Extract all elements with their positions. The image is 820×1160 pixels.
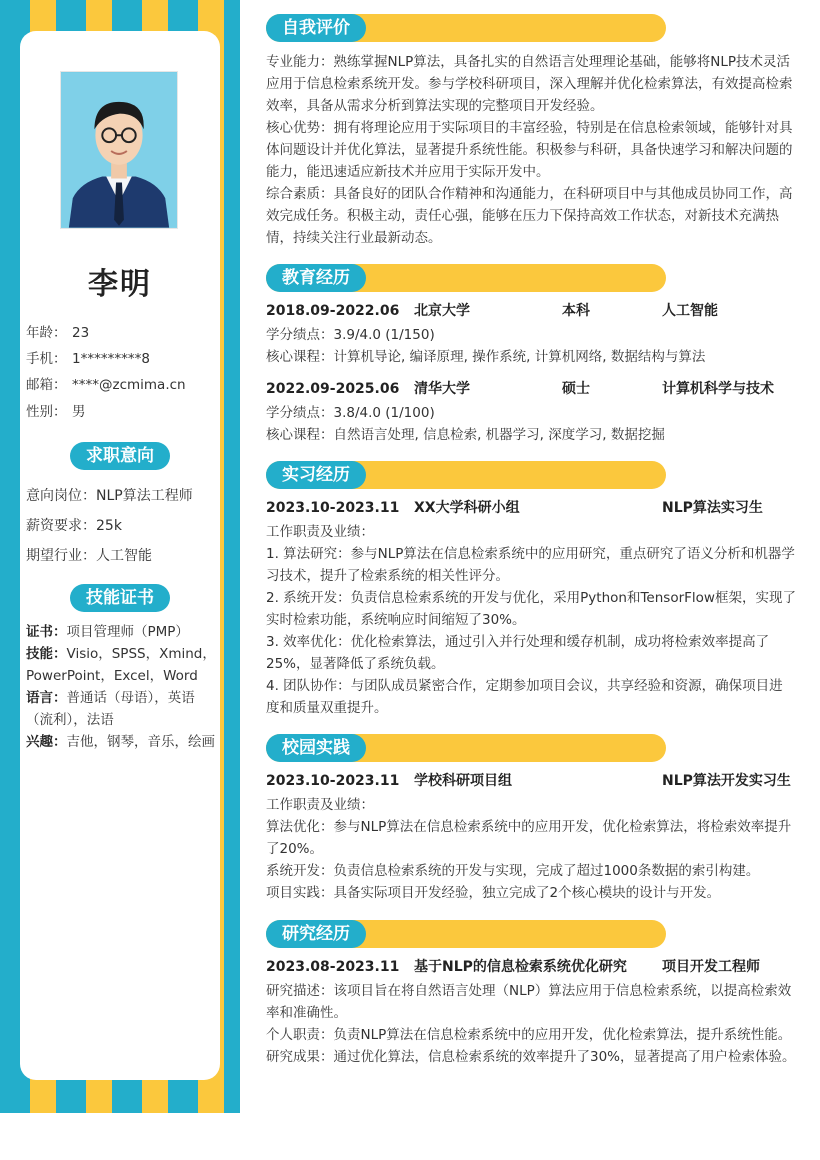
edu-gpa: 学分绩点：3.9/4.0 (1/150): [266, 327, 435, 343]
info-phone: [26, 347, 150, 367]
intent-salary: 薪资要求：25k: [26, 518, 122, 534]
campus-period: 2023.10-2023.11: [266, 773, 400, 789]
section-title: 研究经历: [266, 920, 366, 948]
edu-degree: 本科: [562, 303, 590, 319]
campus-row: [266, 770, 796, 792]
self-eval-paragraph: 综合素质：具备良好的团队合作精神和沟通能力，在科研项目中与其他成员协同工作，高效完成任务。积极主动，责任心强，能够在压力下保持高效工作状态，对新技术充满热情，持续关注行业最新动态。: [266, 186, 793, 246]
campus-org: 学校科研项目组: [414, 773, 512, 789]
detail-line: 工作职责及业绩：: [266, 797, 374, 813]
info-value: ****@zcmima.cn: [72, 377, 186, 393]
info-age: [26, 321, 89, 341]
self-eval-text: [266, 51, 796, 249]
detail-line: 1. 算法研究：参与NLP算法在信息检索系统中的应用研究，重点研究了语义分析和机器学习技术，提升了检索系统的相关性评分。: [266, 546, 795, 584]
education-row: [266, 300, 796, 322]
education-row: [266, 378, 796, 400]
edu-gpa: 学分绩点：3.8/4.0 (1/100): [266, 405, 435, 421]
edu-school: 北京大学: [414, 303, 470, 319]
section-title: 实习经历: [266, 461, 366, 489]
internship-row: [266, 497, 796, 519]
intent-position: 意向岗位：NLP算法工程师: [26, 488, 193, 504]
skill-languages: 语言：普通话（母语），英语（流利），法语: [26, 690, 195, 728]
portrait-image: [61, 72, 177, 228]
internship-details: [266, 521, 796, 719]
research-details: [266, 980, 796, 1068]
intern-role: NLP算法实习生: [662, 500, 763, 516]
info-label: 邮箱：: [26, 377, 67, 393]
sidebar-stripes: [0, 0, 240, 1113]
info-value: 男: [72, 404, 86, 420]
edu-period: 2018.09-2022.06: [266, 303, 400, 319]
info-label: 手机：: [26, 351, 67, 367]
self-eval-paragraph: 核心优势：拥有将理论应用于实际项目的丰富经验，特别是在信息检索领域，能够针对具体问题设计并优化算法，显著提升系统性能。积极参与科研，具备快速学习和解决问题的能力，能迅速适应新技术并应用于实际开发中。: [266, 120, 793, 180]
detail-line: 4. 团队协作：与团队成员紧密合作，定期参加项目会议，共享经验和资源，确保项目进度和质量双重提升。: [266, 678, 783, 716]
candidate-name: 李明: [88, 267, 152, 302]
intent-industry: 期望行业：人工智能: [26, 548, 152, 564]
intern-org: XX大学科研小组: [414, 500, 520, 516]
self-eval-paragraph: 专业能力：熟练掌握NLP算法，具备扎实的自然语言处理理论基础，能够将NLP技术灵活应用于信息检索系统开发。参与学校科研项目，深入理解并优化检索算法，有效提高检索效率，具备从需求分析到算法实现的完整项目开发经验。: [266, 54, 793, 114]
detail-line: 研究描述：该项目旨在将自然语言处理（NLP）算法应用于信息检索系统，以提高检索效率和准确性。: [266, 983, 792, 1021]
detail-line: 算法优化：参与NLP算法在信息检索系统中的应用开发，优化检索算法，将检索效率提升了20%。: [266, 819, 792, 857]
section-title: 自我评价: [266, 14, 366, 42]
edu-school: 清华大学: [414, 381, 470, 397]
intent-heading: 求职意向: [70, 442, 170, 470]
info-value: 1*********8: [72, 351, 150, 367]
skill-hobbies: 兴趣：吉他，钢琴，音乐，绘画: [26, 734, 215, 750]
skill-certificate: 证书：项目管理师（PMP）: [26, 624, 189, 640]
info-gender: [26, 400, 86, 420]
edu-courses: 核心课程：计算机导论, 编译原理, 操作系统, 计算机网络, 数据结构与算法: [266, 349, 706, 365]
avatar: [60, 71, 178, 229]
info-email: [26, 373, 186, 393]
skills-heading: 技能证书: [70, 584, 170, 612]
detail-line: 研究成果：通过优化算法，信息检索系统的效率提升了30%，显著提高了用户检索体验。: [266, 1049, 796, 1065]
detail-line: 项目实践：具备实际项目开发经验，独立完成了2个核心模块的设计与开发。: [266, 885, 721, 901]
detail-line: 3. 效率优化：优化检索算法，通过引入并行处理和缓存机制，成功将检索效率提高了25%，显著降低了系统负载。: [266, 634, 770, 672]
detail-line: 个人职责：负责NLP算法在信息检索系统中的应用开发，优化检索算法，提升系统性能。: [266, 1027, 792, 1043]
skill-tools: 技能：Visio，SPSS，Xmind，PowerPoint，Excel，Word: [26, 646, 216, 684]
research-row: [266, 956, 796, 978]
section-header-campus: [266, 734, 666, 762]
section-header-research: [266, 920, 666, 948]
edu-courses: 核心课程：自然语言处理, 信息检索, 机器学习, 深度学习, 数据挖掘: [266, 427, 665, 443]
research-period: 2023.08-2023.11: [266, 959, 400, 975]
section-title: 校园实践: [266, 734, 366, 762]
detail-line: 工作职责及业绩：: [266, 524, 374, 540]
edu-major: 计算机科学与技术: [662, 381, 774, 397]
intern-period: 2023.10-2023.11: [266, 500, 400, 516]
skills-list: [26, 621, 216, 753]
edu-major: 人工智能: [662, 303, 718, 319]
section-header-self-eval: [266, 14, 666, 42]
section-header-internship: [266, 461, 666, 489]
research-project: 基于NLP的信息检索系统优化研究: [414, 959, 627, 975]
campus-role: NLP算法开发实习生: [662, 773, 791, 789]
info-value: 23: [72, 325, 90, 341]
detail-line: 系统开发：负责信息检索系统的开发与实现，完成了超过1000条数据的索引构建。: [266, 863, 760, 879]
research-role: 项目开发工程师: [662, 959, 760, 975]
section-title: 教育经历: [266, 264, 366, 292]
profile-card: [20, 31, 220, 1080]
section-header-education: [266, 264, 666, 292]
edu-period: 2022.09-2025.06: [266, 381, 400, 397]
edu-degree: 硕士: [562, 381, 590, 397]
detail-line: 2. 系统开发：负责信息检索系统的开发与优化，采用Python和TensorFlow框架，实现了实时检索功能，系统响应时间缩短了30%。: [266, 590, 796, 628]
info-label: 年龄：: [26, 325, 67, 341]
info-label: 性别：: [26, 404, 67, 420]
campus-details: [266, 794, 796, 904]
